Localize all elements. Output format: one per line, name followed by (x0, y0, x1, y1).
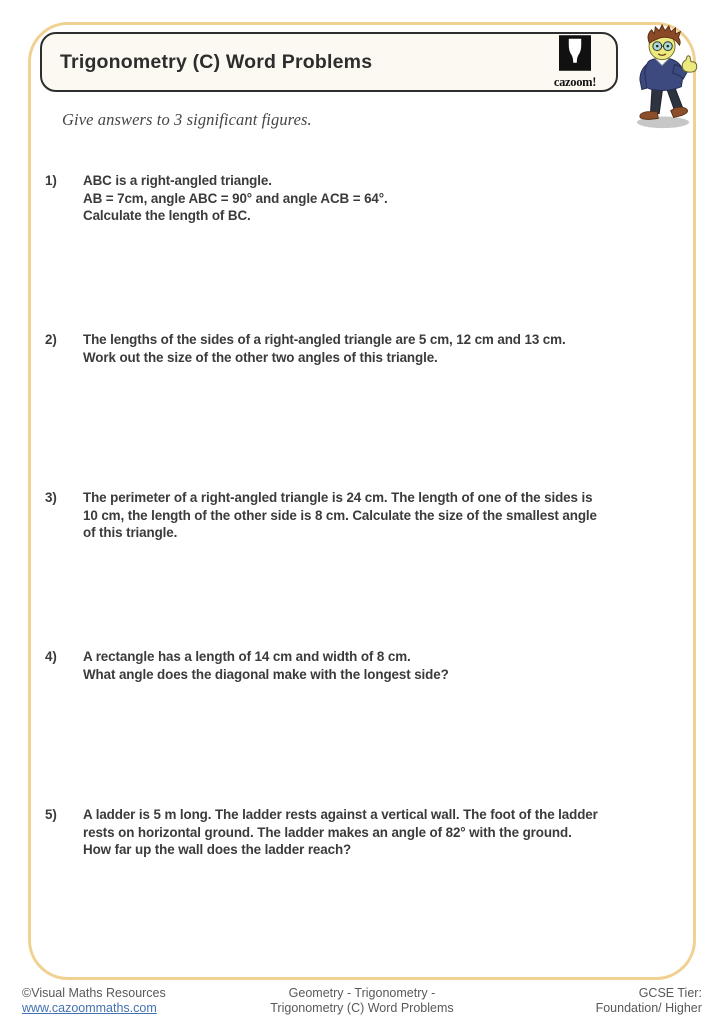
problem-item (45, 172, 695, 225)
problem-number: 4) (45, 649, 57, 664)
problem-text: A ladder is 5 m long. The ladder rests against a vertical wall. The foot of the ladder rests on horizontal ground. The ladder makes an angle of 82° with the ground. How far up the wall does the ladder reach? (83, 807, 598, 858)
problem-number: 3) (45, 490, 57, 505)
cazoom-logo (542, 35, 608, 89)
copyright-text: ©Visual Maths Resources (22, 986, 166, 1000)
footer-topic-line1: Geometry - Trigonometry - (288, 986, 436, 1000)
problem-text: A rectangle has a length of 14 cm and width of 8 cm. What angle does the diagonal make with the longest side? (83, 649, 449, 682)
instruction-text: Give answers to 3 significant figures. (62, 110, 312, 129)
footer-topic-line2: Trigonometry (C) Word Problems (270, 1001, 454, 1015)
cartoon-boy-thumbs-up-icon (620, 24, 708, 135)
cazoom-logo-icon (559, 35, 591, 75)
problem-item (45, 331, 695, 366)
footer (0, 986, 724, 1016)
problem-text: The perimeter of a right-angled triangle is 24 cm. The length of one of the sides is 10 cm, the length of the other side is 8 cm. Calculate the size of the smallest angle of this triangle. (83, 490, 597, 541)
problem-text: ABC is a right-angled triangle. AB = 7cm, angle ABC = 90° and angle ACB = 64°. Calculate the length of BC. (83, 173, 388, 224)
problem-item (45, 648, 695, 683)
footer-tier-label: GCSE Tier: (638, 986, 702, 1000)
page-title: Trigonometry (C) Word Problems (60, 50, 373, 73)
website-link[interactable]: www.cazoommaths.com (22, 1001, 157, 1015)
worksheet-header (40, 32, 618, 92)
problem-number: 1) (45, 173, 57, 188)
cazoom-logo-text: cazoom! (553, 75, 597, 90)
problem-text: The lengths of the sides of a right-angled triangle are 5 cm, 12 cm and 13 cm. Work out the size of the other two angles of this triangle. (83, 332, 566, 365)
problem-number: 2) (45, 332, 57, 347)
footer-tier-value: Foundation/ Higher (595, 1001, 702, 1015)
problem-item (45, 489, 695, 542)
problem-item (45, 806, 695, 859)
problem-number: 5) (45, 807, 57, 822)
